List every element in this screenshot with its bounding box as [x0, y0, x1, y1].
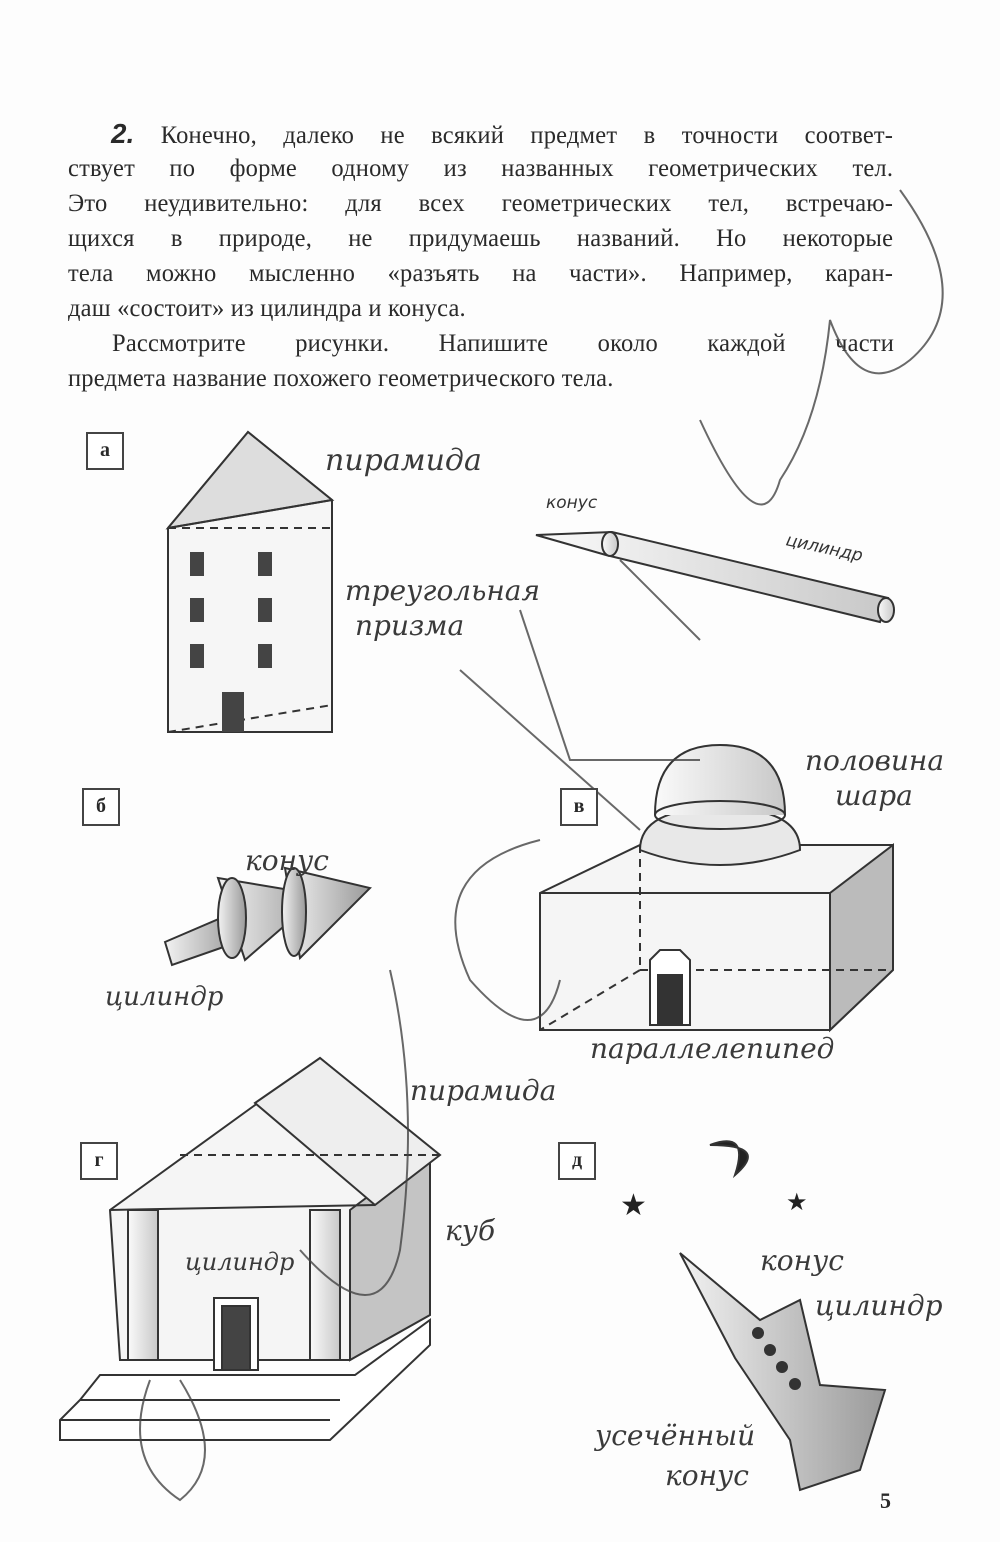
text-line-8: предмета название похожего геометрического тела.: [68, 365, 614, 392]
hw-cylinder-d: цилиндр: [815, 1289, 943, 1322]
hw-parallelepiped: параллелепипед: [590, 1032, 835, 1065]
text-line-4: щихся в природе, не придумаешь названий. Но некоторые: [68, 225, 894, 252]
text-line-7: Рассмотрите рисунки. Напишите около каждой части: [112, 330, 895, 357]
hw-cube: куб: [445, 1214, 496, 1247]
label-cone-printed: конус: [546, 493, 598, 513]
panel-label-a: а: [86, 432, 124, 470]
hw-pyramid-g: пирамида: [410, 1074, 557, 1107]
hw-cylinder-b: цилиндр: [105, 982, 224, 1012]
hw-half: половина: [805, 744, 945, 777]
hw-cone-b: конус: [245, 844, 329, 877]
text-line-3: Это неудивительно: для всех геометрических тел, встречаю-: [68, 190, 894, 217]
double-cone: [165, 868, 370, 965]
hw-cone-d: конус: [760, 1244, 844, 1277]
exercise-number: 2.: [111, 118, 135, 149]
hw-truncated: усечённый: [595, 1419, 756, 1452]
text-line-6: даш «состоит» из цилиндра и конуса.: [68, 295, 466, 322]
panel-label-d: д: [558, 1142, 596, 1180]
panel-label-v: в: [560, 788, 598, 826]
hw-prism: призма: [355, 609, 465, 642]
tower-building: [168, 432, 332, 732]
svg-text:★: ★: [620, 1188, 647, 1223]
panel-label-g: г: [80, 1142, 118, 1180]
hw-sphere: шара: [835, 779, 913, 812]
hw-cone-truncated: конус: [665, 1459, 749, 1492]
page-number: 5: [880, 1488, 891, 1513]
hw-pyramid-a: пирамида: [325, 443, 482, 478]
panel-label-b: б: [82, 788, 120, 826]
label-cylinder-printed: цилиндр: [783, 530, 865, 567]
hw-cylinder-g: цилиндр: [185, 1248, 295, 1276]
text-line-2: ствует по форме одному из названных геометрических тел.: [68, 155, 894, 182]
text-line-5: тела можно мысленно «разъять на части». Например, каран-: [68, 260, 894, 287]
svg-text:★: ★: [786, 1188, 808, 1216]
hw-triangular: треугольная: [345, 574, 541, 607]
text-line-1: 2. Конечно, далеко не всякий предмет в точности соответ-: [111, 118, 894, 149]
